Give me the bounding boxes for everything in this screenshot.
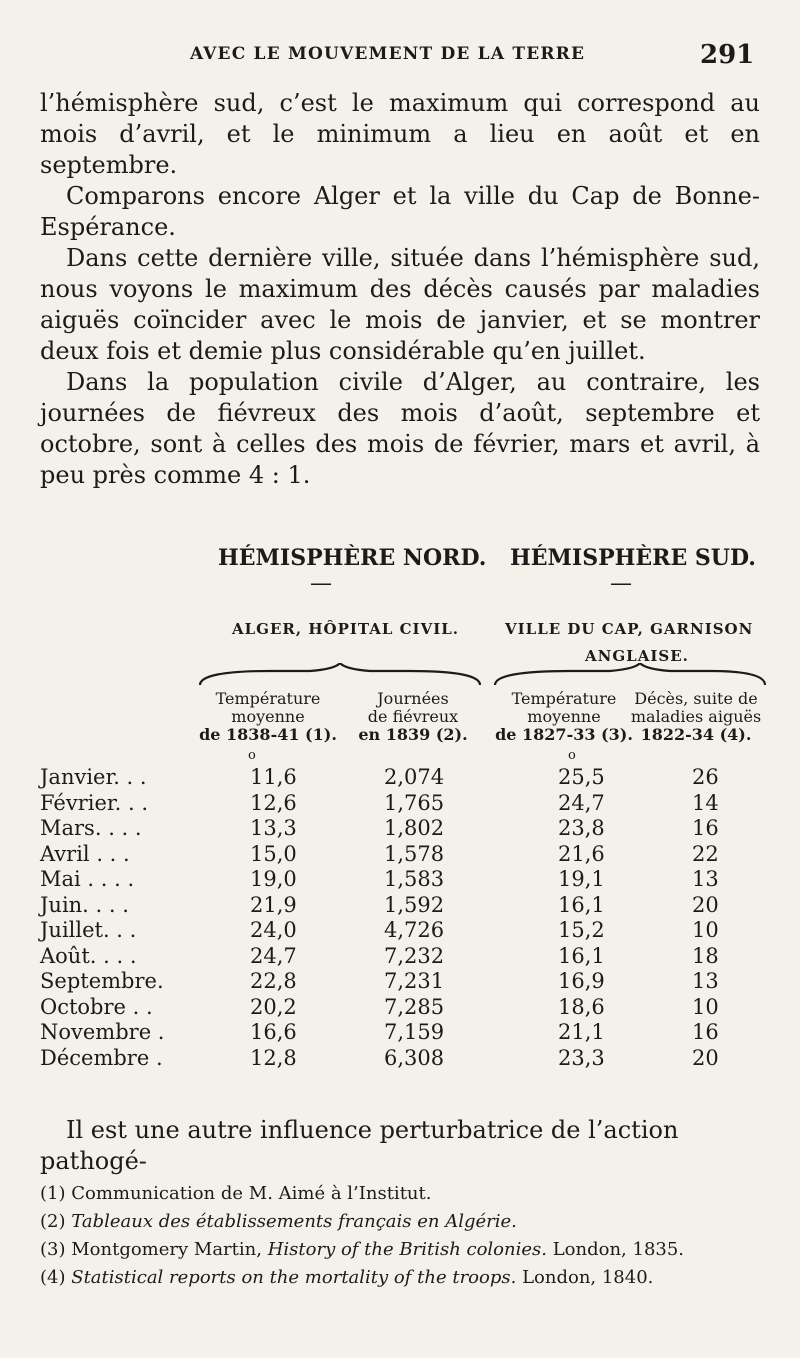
- deces-cell: 10: [692, 994, 719, 1019]
- month-cell: Mars. . . .: [40, 816, 142, 840]
- temp-alger-cell: 24,7: [250, 943, 297, 968]
- footnotes: [40, 1180, 780, 1292]
- month-cell: Juillet. . .: [40, 918, 137, 942]
- table-row: [40, 995, 770, 1021]
- footnote-4: (4) Statistical reports on the mortality of the troops. London, 1840.: [40, 1267, 654, 1288]
- degree-mark-cap: o: [568, 748, 576, 763]
- footnote-2: (2) Tableaux des établissements français en Algérie.: [40, 1211, 517, 1232]
- journees-cell: 7,159: [384, 1020, 445, 1044]
- journees-cell: 7,285: [384, 994, 445, 1019]
- month-cell: Mai . . . .: [40, 867, 135, 891]
- temp-cap-cell: 16,1: [558, 943, 605, 968]
- deces-cell: 14: [692, 790, 719, 815]
- month-cell: Octobre . .: [40, 994, 153, 1019]
- cap-subtitle-line-2: ANGLAISE.: [585, 647, 689, 665]
- month-cell: Août. . . .: [40, 943, 137, 968]
- temp-cap-cell: 23,8: [558, 816, 605, 840]
- column-header-deces: Décès, suite de maladies aiguës 1822-34 (4).: [630, 689, 762, 744]
- table-row: [40, 918, 770, 944]
- north-brace: [200, 663, 480, 685]
- temp-alger-cell: 21,9: [250, 892, 297, 917]
- temp-alger-cell: 16,6: [250, 1020, 297, 1044]
- journees-cell: 1,578: [384, 841, 445, 866]
- table-row: [40, 816, 770, 842]
- month-cell: Novembre .: [40, 1020, 165, 1044]
- temp-cap-cell: 21,6: [558, 841, 605, 866]
- data-table: [40, 765, 770, 1071]
- north-dash: —: [310, 571, 332, 596]
- journees-cell: 4,726: [384, 918, 445, 942]
- table-row: [40, 1020, 770, 1046]
- deces-cell: 20: [692, 1045, 719, 1070]
- running-head: AVEC LE MOUVEMENT DE LA TERRE: [190, 44, 586, 64]
- paragraph-4: Dans la population civile d’Alger, au contraire, les journées de fiévreux des mois d’août, septembre et octobre, sont à celles des mois de février, mars et avril, à peu près comme 4 : 1.: [40, 368, 760, 489]
- temp-alger-cell: 15,0: [250, 841, 297, 866]
- journees-cell: 7,231: [384, 969, 445, 993]
- deces-cell: 13: [692, 867, 719, 891]
- north-hemisphere-title: HÉMISPHÈRE NORD.: [218, 545, 487, 571]
- table-row: [40, 842, 770, 868]
- page-number: 291: [700, 40, 755, 70]
- journees-cell: 7,232: [384, 943, 445, 968]
- cap-subtitle: VILLE DU CAP, GARNISON: [505, 620, 754, 638]
- south-hemisphere-title: HÉMISPHÈRE SUD.: [510, 545, 756, 571]
- body-text: [40, 88, 760, 491]
- table-row: [40, 1046, 770, 1072]
- deces-cell: 10: [692, 918, 719, 942]
- temp-alger-cell: 12,8: [250, 1045, 297, 1070]
- temp-alger-cell: 19,0: [250, 867, 297, 891]
- month-cell: Février. . .: [40, 790, 149, 815]
- temp-cap-cell: 18,6: [558, 994, 605, 1019]
- temp-cap-cell: 15,2: [558, 918, 605, 942]
- temp-cap-cell: 21,1: [558, 1020, 605, 1044]
- deces-cell: 13: [692, 969, 719, 993]
- temp-cap-cell: 24,7: [558, 790, 605, 815]
- table-row: [40, 893, 770, 919]
- month-cell: Avril . . .: [40, 841, 130, 866]
- journees-cell: 6,308: [384, 1045, 445, 1070]
- column-header-temp-cap: Température moyenne de 1827-33 (3).: [495, 689, 633, 744]
- month-cell: Juin. . . .: [40, 892, 129, 917]
- temp-cap-cell: 16,9: [558, 969, 605, 993]
- south-dash: —: [610, 571, 632, 596]
- temp-alger-cell: 20,2: [250, 994, 297, 1019]
- journees-cell: 2,074: [384, 765, 445, 789]
- deces-cell: 18: [692, 943, 719, 968]
- temp-alger-cell: 12,6: [250, 790, 297, 815]
- temp-alger-cell: 11,6: [250, 765, 297, 789]
- temp-alger-cell: 24,0: [250, 918, 297, 942]
- table-row: [40, 765, 770, 791]
- temp-cap-cell: 19,1: [558, 867, 605, 891]
- table-row: [40, 969, 770, 995]
- deces-cell: 16: [692, 1020, 719, 1044]
- temp-alger-cell: 22,8: [250, 969, 297, 993]
- footnote-1: (1) Communication de M. Aimé à l’Institut.: [40, 1183, 432, 1204]
- month-cell: Janvier. . .: [40, 765, 147, 789]
- deces-cell: 20: [692, 892, 719, 917]
- deces-cell: 16: [692, 816, 719, 840]
- deces-cell: 26: [692, 765, 719, 789]
- paragraph-3: Dans cette dernière ville, située dans l’hémisphère sud, nous voyons le maximum des décès causés par maladies aiguës coïncider avec le mois de janvier, et se montrer deux fois et demie plus considérable qu’en juillet.: [40, 244, 760, 365]
- table-row: [40, 791, 770, 817]
- column-header-journees: Journées de fiévreux en 1839 (2).: [358, 689, 468, 744]
- degree-mark-alger: o: [248, 748, 256, 763]
- temp-alger-cell: 13,3: [250, 816, 297, 840]
- south-brace: [495, 663, 765, 685]
- journees-cell: 1,592: [384, 892, 445, 917]
- deces-cell: 22: [692, 841, 719, 866]
- journees-cell: 1,765: [384, 790, 445, 815]
- table-row: [40, 944, 770, 970]
- month-cell: Septembre.: [40, 969, 164, 993]
- month-cell: Décembre .: [40, 1045, 163, 1070]
- alger-subtitle: ALGER, HÔPITAL CIVIL.: [232, 620, 460, 638]
- paragraph-1: l’hémisphère sud, c’est le maximum qui correspond au mois d’avril, et le minimum a lieu en août et en septembre.: [40, 89, 760, 179]
- table-row: [40, 867, 770, 893]
- column-header-temp-alger: Température moyenne de 1838-41 (1).: [199, 689, 337, 744]
- grouping-braces: [40, 663, 770, 689]
- temp-cap-cell: 16,1: [558, 892, 605, 917]
- paragraph-2: Comparons encore Alger et la ville du Cap de Bonne-Espérance.: [40, 182, 760, 241]
- journees-cell: 1,802: [384, 816, 445, 840]
- footnote-3: (3) Montgomery Martin, History of the British colonies. London, 1835.: [40, 1239, 685, 1260]
- temp-cap-cell: 23,3: [558, 1045, 605, 1070]
- journees-cell: 1,583: [384, 867, 445, 891]
- closing-paragraph: Il est une autre influence perturbatrice de l’action pathogé-: [40, 1116, 679, 1175]
- temp-cap-cell: 25,5: [558, 765, 605, 789]
